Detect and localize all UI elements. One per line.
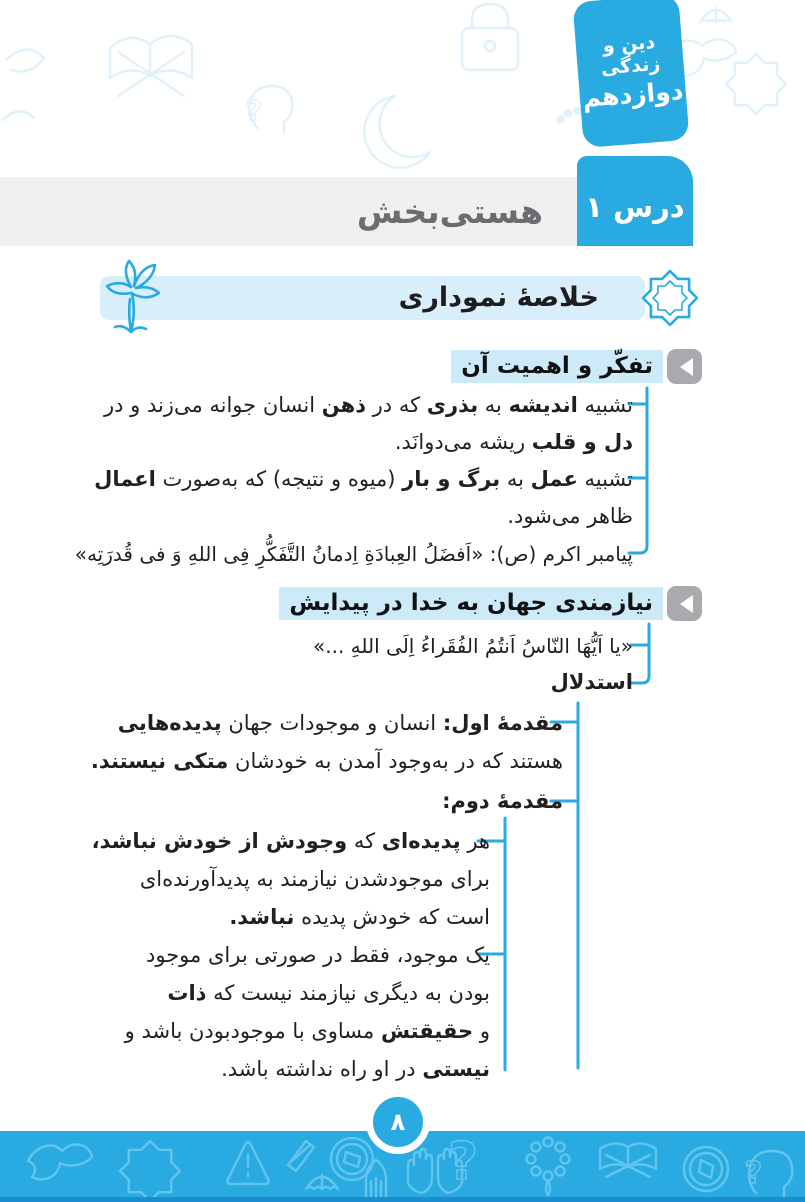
detail-line: است که خودش پدیده نباشد. [229,905,490,929]
svg-text:?: ? [744,1156,762,1191]
section2-title: نیازمندی جهان به خدا در پیدایش [279,587,663,620]
detail-line: نیستی در او راه نداشته باشد. [221,1057,490,1081]
badge-grade: دوازدهم [581,76,685,113]
detail-line: یک موجود، فقط در صورتی برای موجود [146,943,490,967]
outline-line: دل و قلب ریشه می‌دوانَد. [394,430,633,454]
detail-line: برای موجودشدن نیازمند به پدیدآورنده‌ای [139,867,490,891]
head-question-icon [745,1151,793,1197]
section1-title: تفکّر و اهمیت آن [451,350,663,383]
premise-line: هستند که در به‌وجود آمدن به خودشان متکی نیستند. [90,749,563,773]
connector-section2 [631,624,649,683]
section1-bullet [667,349,702,384]
umbrella-icon [306,1175,338,1189]
pen-icon [288,1141,314,1171]
compass-icon [684,1147,728,1191]
premise-line: مقدمهٔ دوم: [442,789,563,813]
dove-icon [28,1144,92,1179]
hadith-line: پیامبر اکرم (ص): «اَفضَلُ العِبادَةِ اِدمانُ التَّفَکُّرِ فِی اللهِ وَ فی قُدرَتِه» [74,542,633,566]
warning-triangle-icon [227,1143,268,1185]
open-book-icon [600,1143,656,1177]
prayer-beads-icon [527,1138,570,1196]
outline-line: استدلال [550,670,633,694]
detail-line: هر پدیده‌ای که وجودش از خودش نباشد، [91,829,490,853]
outline-line: تشبیه اندیشه به بذری که در ذهن انسان جوانه می‌زند و در [103,393,633,417]
footer-accent-strip [0,1197,805,1202]
triangle-left-icon [680,358,693,376]
page-number-circle [366,1090,430,1154]
quran-verse-line: «یا اَیُّهَا النّاسُ اَنتُمُ الفُقَراءُ اِلَی اللهِ ...» [313,634,633,658]
badge-subject: دین و زندگی [600,31,662,80]
eight-point-star-icon [120,1141,180,1197]
outline-line: ظاهر می‌شود. [507,504,633,528]
svg-text:?: ? [245,94,262,127]
page-number: ۸ [390,1108,406,1136]
lesson-number-label: درس ۱ [585,190,685,224]
detail-line: و حقیقتش مساوی با موجودبودن باشد و [124,1019,490,1043]
premise-line: مقدمهٔ اول: انسان و موجودات جهان پدیده‌هایی [117,711,563,735]
detail-line: بودن به دیگری نیازمند نیست که ذات [167,981,490,1005]
mosque-lantern-icon [366,1160,386,1197]
outline-line: تشبیه عمل به برگ و بار (میوه و نتیجه) که به‌صورت اعمال [94,467,633,491]
summary-heading-title: خلاصهٔ نموداری [398,282,599,313]
lesson-title: هستی‌بخش [356,192,543,231]
question-mark-icon: ? [447,1132,478,1192]
triangle-left-icon [680,595,693,613]
section2-bullet [667,586,702,621]
